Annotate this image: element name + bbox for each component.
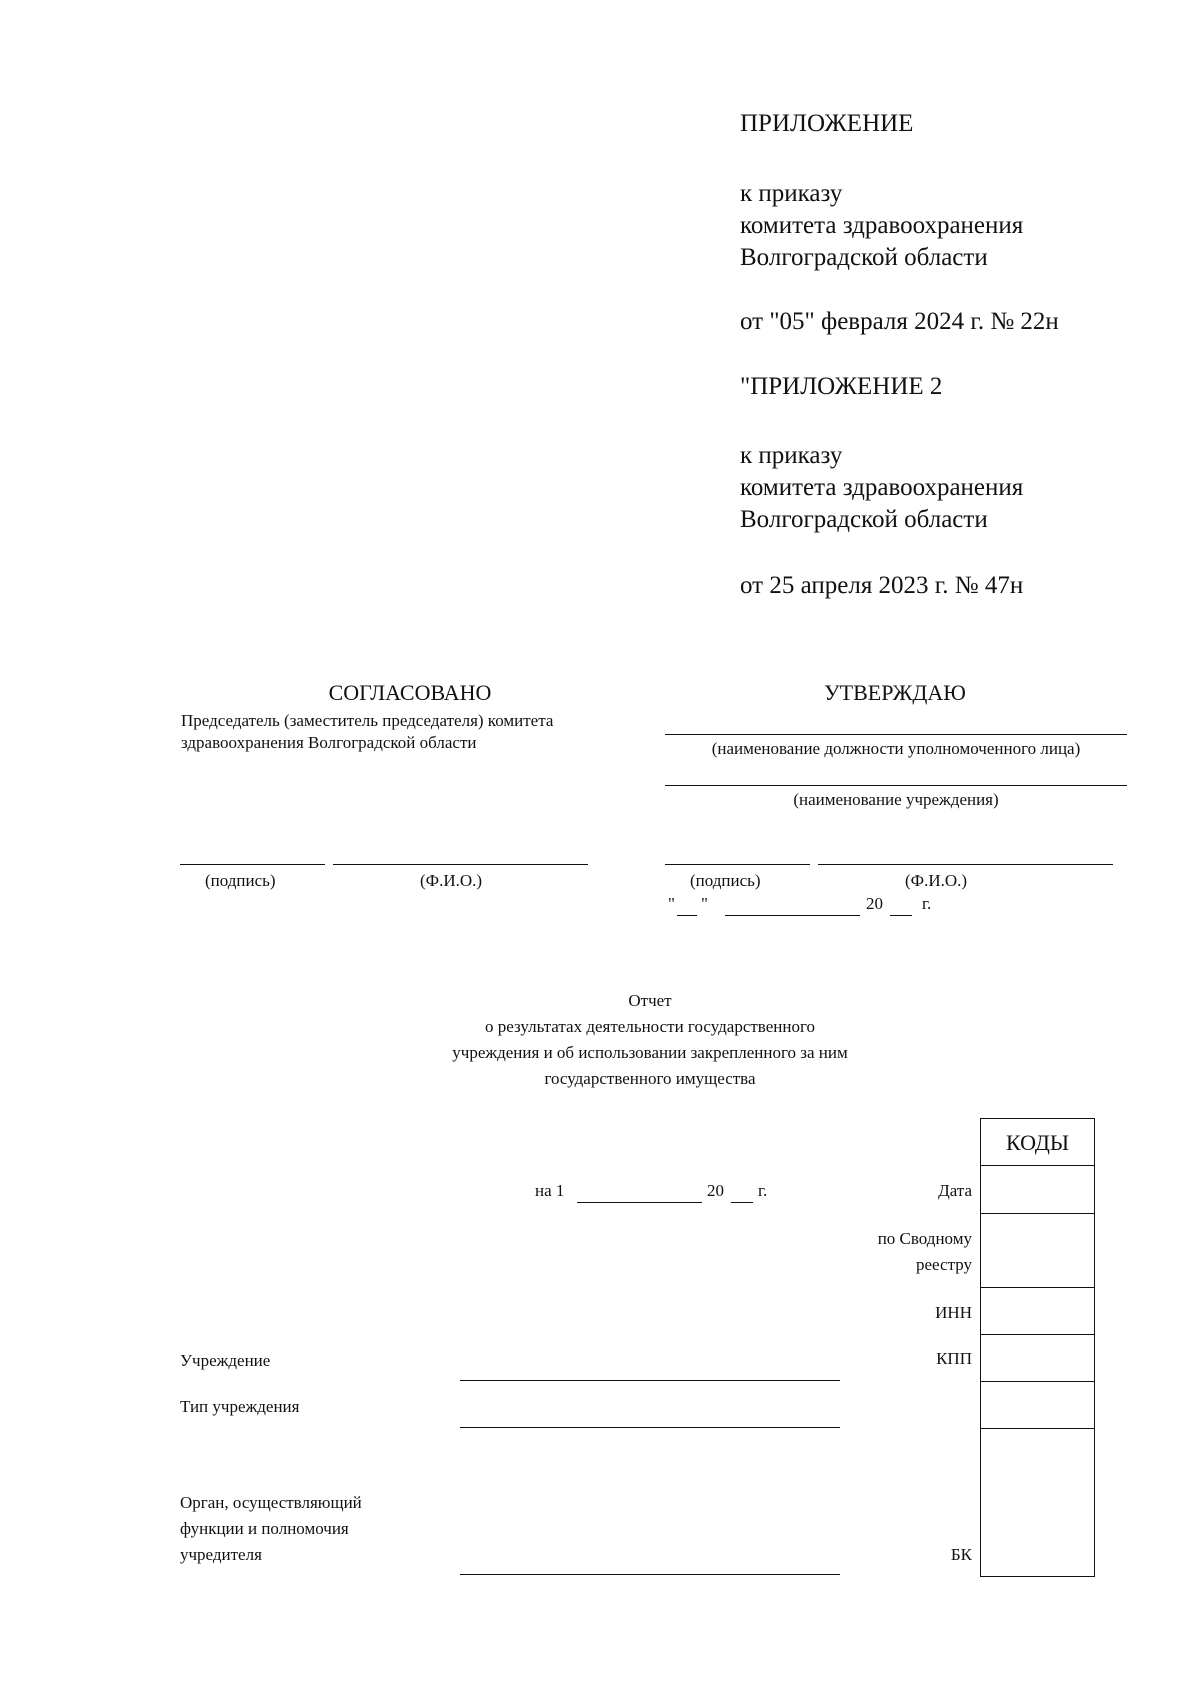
approve-date-quote-open: " — [668, 894, 675, 913]
agreed-name-line — [333, 864, 588, 865]
report-title-line-3: учреждения и об использовании закрепленного за ним — [452, 1043, 848, 1062]
appendix-order-line-3: Волгоградской области — [740, 244, 988, 271]
codes-cell-registry[interactable] — [980, 1213, 1095, 1288]
field-founder-label-line-2: функции и полномочия — [180, 1519, 349, 1538]
codes-cell-type[interactable] — [980, 1381, 1095, 1429]
codes-label-date: Дата — [938, 1181, 972, 1200]
approve-institution-caption: (наименование учреждения) — [793, 790, 999, 809]
appendix-date-line: от "05" февраля 2024 г. № 22н — [740, 308, 1059, 335]
appendix2-title: "ПРИЛОЖЕНИЕ 2 — [740, 373, 943, 400]
appendix-order-line-1: к приказу — [740, 180, 843, 207]
codes-label-inn: ИНН — [935, 1303, 972, 1322]
codes-label-registry-2: реестру — [916, 1255, 972, 1274]
field-institution-type-line[interactable] — [460, 1427, 840, 1428]
agreed-position-line-2: здравоохранения Волгоградской области — [181, 733, 477, 752]
codes-header-cell — [980, 1118, 1095, 1166]
appendix-title: ПРИЛОЖЕНИЕ — [740, 110, 914, 137]
report-title-line-1: Отчет — [628, 991, 672, 1010]
field-institution-line[interactable] — [460, 1380, 840, 1381]
appendix2-date-line: от 25 апреля 2023 г. № 47н — [740, 572, 1024, 599]
field-institution-type-label: Тип учреждения — [180, 1397, 300, 1416]
appendix2-order-line-2: комитета здравоохранения — [740, 474, 1024, 501]
report-title-line-4: государственного имущества — [544, 1069, 756, 1088]
report-as-of-prefix: на 1 — [535, 1181, 565, 1200]
agreed-signature-label: (подпись) — [205, 871, 276, 890]
approve-date-year-line — [890, 915, 912, 916]
codes-header: КОДЫ — [1005, 1130, 1070, 1155]
approve-signature-line — [665, 864, 810, 865]
approve-date-suffix: г. — [922, 894, 932, 913]
codes-cell-bk[interactable] — [980, 1428, 1095, 1577]
appendix2-order-line-1: к приказу — [740, 442, 843, 469]
codes-cell-inn[interactable] — [980, 1287, 1095, 1335]
agreed-title: СОГЛАСОВАНО — [328, 680, 492, 705]
appendix2-order-line-3: Волгоградской области — [740, 506, 988, 533]
codes-cell-kpp[interactable] — [980, 1334, 1095, 1382]
report-as-of-year: 20 — [707, 1181, 724, 1200]
field-founder-label-line-3: учредителя — [180, 1545, 262, 1564]
codes-label-registry-1: по Сводному — [877, 1229, 972, 1248]
approve-name-label: (Ф.И.О.) — [905, 871, 968, 890]
approve-institution-line — [665, 785, 1127, 786]
approve-date-quote-close: " — [701, 894, 708, 913]
approve-name-line — [818, 864, 1113, 865]
approve-date-year: 20 — [866, 894, 883, 913]
field-institution-label: Учреждение — [180, 1351, 271, 1370]
codes-label-bk: БК — [950, 1545, 972, 1564]
approve-date-month-line — [725, 915, 860, 916]
report-as-of-year-line — [731, 1202, 753, 1203]
report-as-of-day-month-line — [577, 1202, 702, 1203]
agreed-position-line-1: Председатель (заместитель председателя) комитета — [181, 711, 554, 730]
approve-title: УТВЕРЖДАЮ — [824, 680, 966, 705]
approve-position-line — [665, 734, 1127, 735]
field-founder-label-line-1: Орган, осуществляющий — [180, 1493, 362, 1512]
agreed-signature-line — [180, 864, 325, 865]
field-founder-line[interactable] — [460, 1574, 840, 1575]
codes-cell-date[interactable] — [980, 1165, 1095, 1214]
approve-date-day-line — [677, 915, 697, 916]
appendix-order-line-2: комитета здравоохранения — [740, 212, 1024, 239]
codes-label-kpp: КПП — [936, 1349, 972, 1368]
report-title-line-2: о результатах деятельности государственного — [484, 1017, 816, 1036]
report-as-of-suffix: г. — [758, 1181, 768, 1200]
approve-signature-label: (подпись) — [690, 871, 761, 890]
approve-position-caption: (наименование должности уполномоченного лица) — [711, 739, 1081, 758]
agreed-name-label: (Ф.И.О.) — [420, 871, 483, 890]
